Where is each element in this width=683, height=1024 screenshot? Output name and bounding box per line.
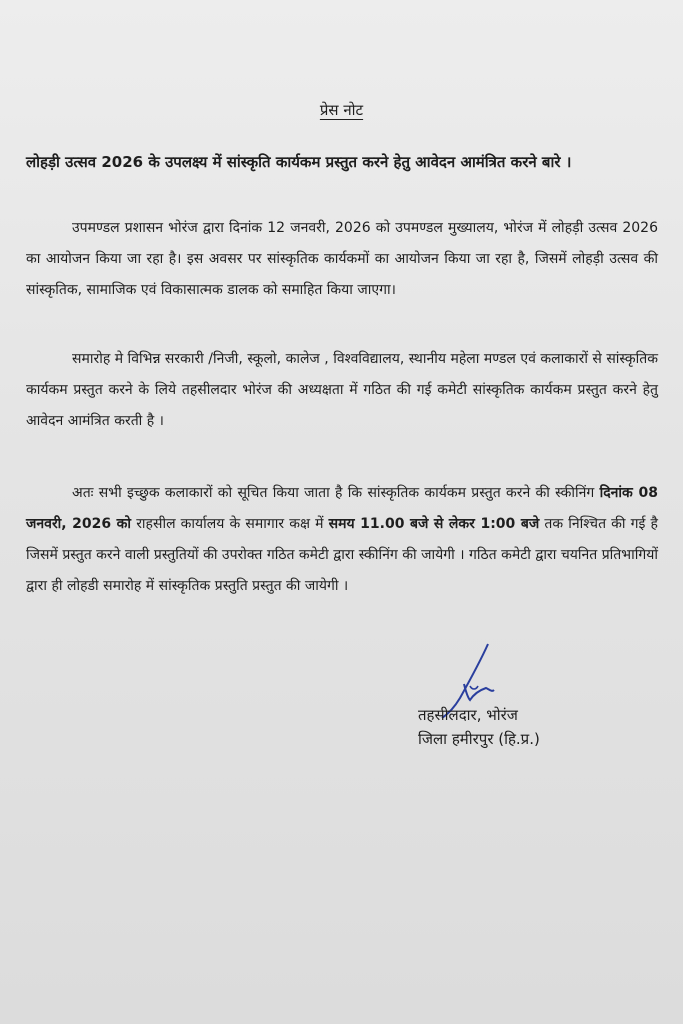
document-title xyxy=(0,100,683,120)
signatory-district: जिला हमीरपुर (हि.प्र.) xyxy=(418,730,540,748)
screening-date: दिनांक 08 जनवरी, 2026 को xyxy=(26,485,658,532)
paragraph-3-part1: अतः सभी इच्छुक कलाकारों को सूचित किया जाता है कि सांस्कृतिक कार्यकम प्रस्तुत करने की स्कीनिंग xyxy=(72,485,600,501)
paragraph-3-part3: तक निश्चित की गई है जिसमें प्रस्तुत करने वाली प्रस्तुतियों की उपरोक्त गठित कमेटी द्वारा स्कीनिंग की जायेगी । गठित कमेटी द्वारा चयनित प्रतिभागियों द्वारा ही लोहडी समारोह में सांस्कृतिक प्रस्तुति प्रस्तुत की जायेगी । xyxy=(26,516,658,594)
paragraph-3-part2: राहसील कार्यालय के समागार कक्ष में xyxy=(131,516,329,532)
title-text: प्रेस नोट xyxy=(319,101,364,119)
paragraph-1 xyxy=(26,213,658,306)
paragraph-2 xyxy=(26,344,658,437)
screening-time: समय 11.00 बजे से लेकर 1:00 बजे xyxy=(328,516,540,532)
paragraph-3 xyxy=(26,478,658,602)
signature-block xyxy=(418,703,540,751)
subject-line: लोहड़ी उत्सव 2026 के उपलक्ष्य में सांस्कृति कार्यकम प्रस्तुत करने हेतु आवेदन आमंत्रित करने बारे । xyxy=(26,153,572,171)
paragraph-2-text: समारोह मे विभिन्न सरकारी /निजी, स्कूलो, कालेज , विश्वविद्यालय, स्थानीय महेला मण्डल एवं कलाकारों से सांस्कृतिक कार्यकम प्रस्तुत करने के लिये तहसीलदार भोरंज की अध्यक्षता में गठित की गई कमेटी सांस्कृतिक कार्यकम प्रस्तुत करने हेतु आवेदन आमंत्रित करती है । xyxy=(26,351,658,429)
signatory-title: तहसीलदार, भोरंज xyxy=(418,706,518,724)
paragraph-1-text: उपमण्डल प्रशासन भोरंज द्वारा दिनांक 12 जनवरी, 2026 को उपमण्डल मुख्यालय, भोरंज में लोहड़ी उत्सव 2026 का आयोजन किया जा रहा है। इस अवसर पर सांस्कृतिक कार्यकमों का आयोजन किया जा रहा है, जिसमें लोहड़ी उत्सव की सांस्कृतिक, सामाजिक एवं विकासात्मक डालक को समाहित किया जाएगा। xyxy=(26,220,658,298)
